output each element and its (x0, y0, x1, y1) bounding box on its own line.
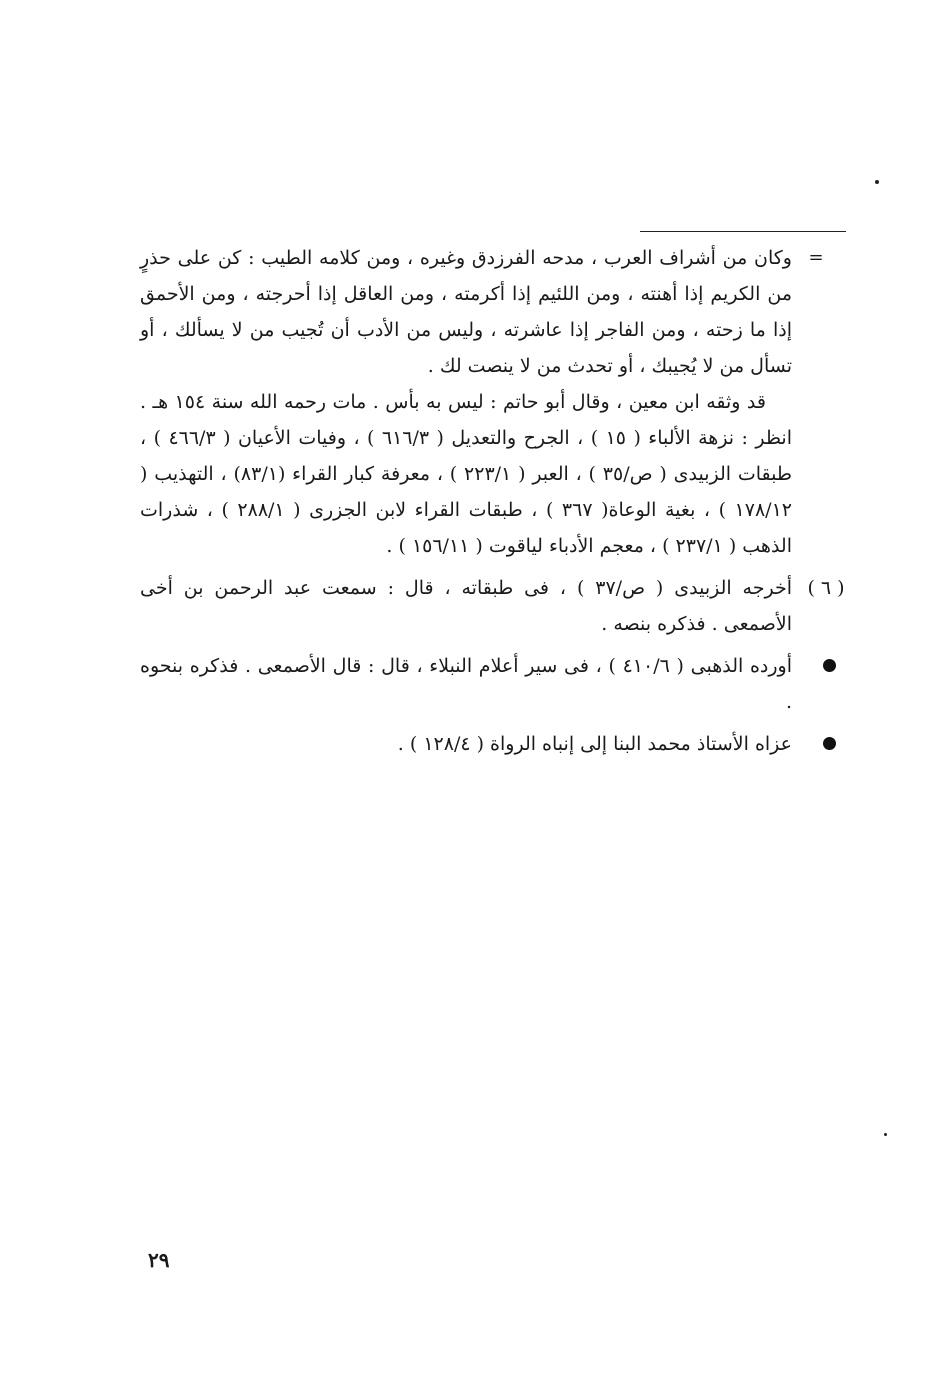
bullet-text: عزاه الأستاذ محمد البنا إلى إنباه الرواة ( ١٢٨/٤ ) . (397, 733, 792, 755)
footnotes-block (140, 240, 845, 768)
footnote-text: أخرجه الزبيدى ( ص/٣٧ ) ، فى طبقاته ، قال : سمعت عبد الرحمن بن أخى الأصمعى . فذكره بنصه . (140, 577, 792, 635)
continuation-marker: = (808, 247, 824, 268)
footnote-separator-line (640, 231, 846, 232)
bullet-note (140, 726, 792, 762)
page-number: ٢٩ (148, 1248, 170, 1272)
footnote-number: ( ٦ ) (807, 577, 845, 599)
footnote-paragraph: وكان من أشراف العرب ، مدحه الفرزدق وغيره ، ومن كلامه الطيب : كن على حذرٍ من الكريم إذا أهنته ، ومن اللئيم إذا أكرمته ، ومن العاقل إذا أحرجته ، ومن الأحمق إذا ما زحته ، ومن الفاجر إذا عاشرته ، وليس من الأدب أن تُجيب من لا يسألك ، أو تسأل من لا يُجيبك ، أو تحدث من لا ينصت لك . (140, 247, 792, 377)
ink-speck (875, 180, 879, 184)
bullet-note (140, 648, 792, 720)
bullet-text: أورده الذهبى ( ٤١٠/٦ ) ، فى سير أعلام النبلاء ، قال : قال الأصمعى . فذكره بنحوه . (140, 655, 792, 713)
ink-speck (884, 1133, 887, 1136)
footnote-6 (140, 570, 845, 642)
footnote-continuation (140, 240, 824, 564)
footnote-paragraph: قد وثقه ابن معين ، وقال أبو حاتم : ليس به بأس . مات رحمه الله سنة ١٥٤ هـ . انظر : نزهة الألباء ( ١٥ ) ، الجرح والتعديل ( ٦١٦/٣ ) ، وفيات الأعيان ( ٤٦٦/٣ ) ، طبقات الزبيدى ( ص/٣٥ ) ، العبر ( ٢٢٣/١ ) ، معرفة كبار القراء (٨٣/١) ، التهذيب ( ١٧٨/١٢ ) ، بغية الوعاة( ٣٦٧ ) ، طبقات القراء لابن الجزرى ( ٢٨٨/١ ) ، شذرات الذهب ( ٢٣٧/١ ) ، معجم الأدباء لياقوت ( ١٥٦/١١ ) . (140, 391, 793, 557)
bullet-icon (823, 659, 836, 672)
bullet-icon (823, 737, 836, 750)
